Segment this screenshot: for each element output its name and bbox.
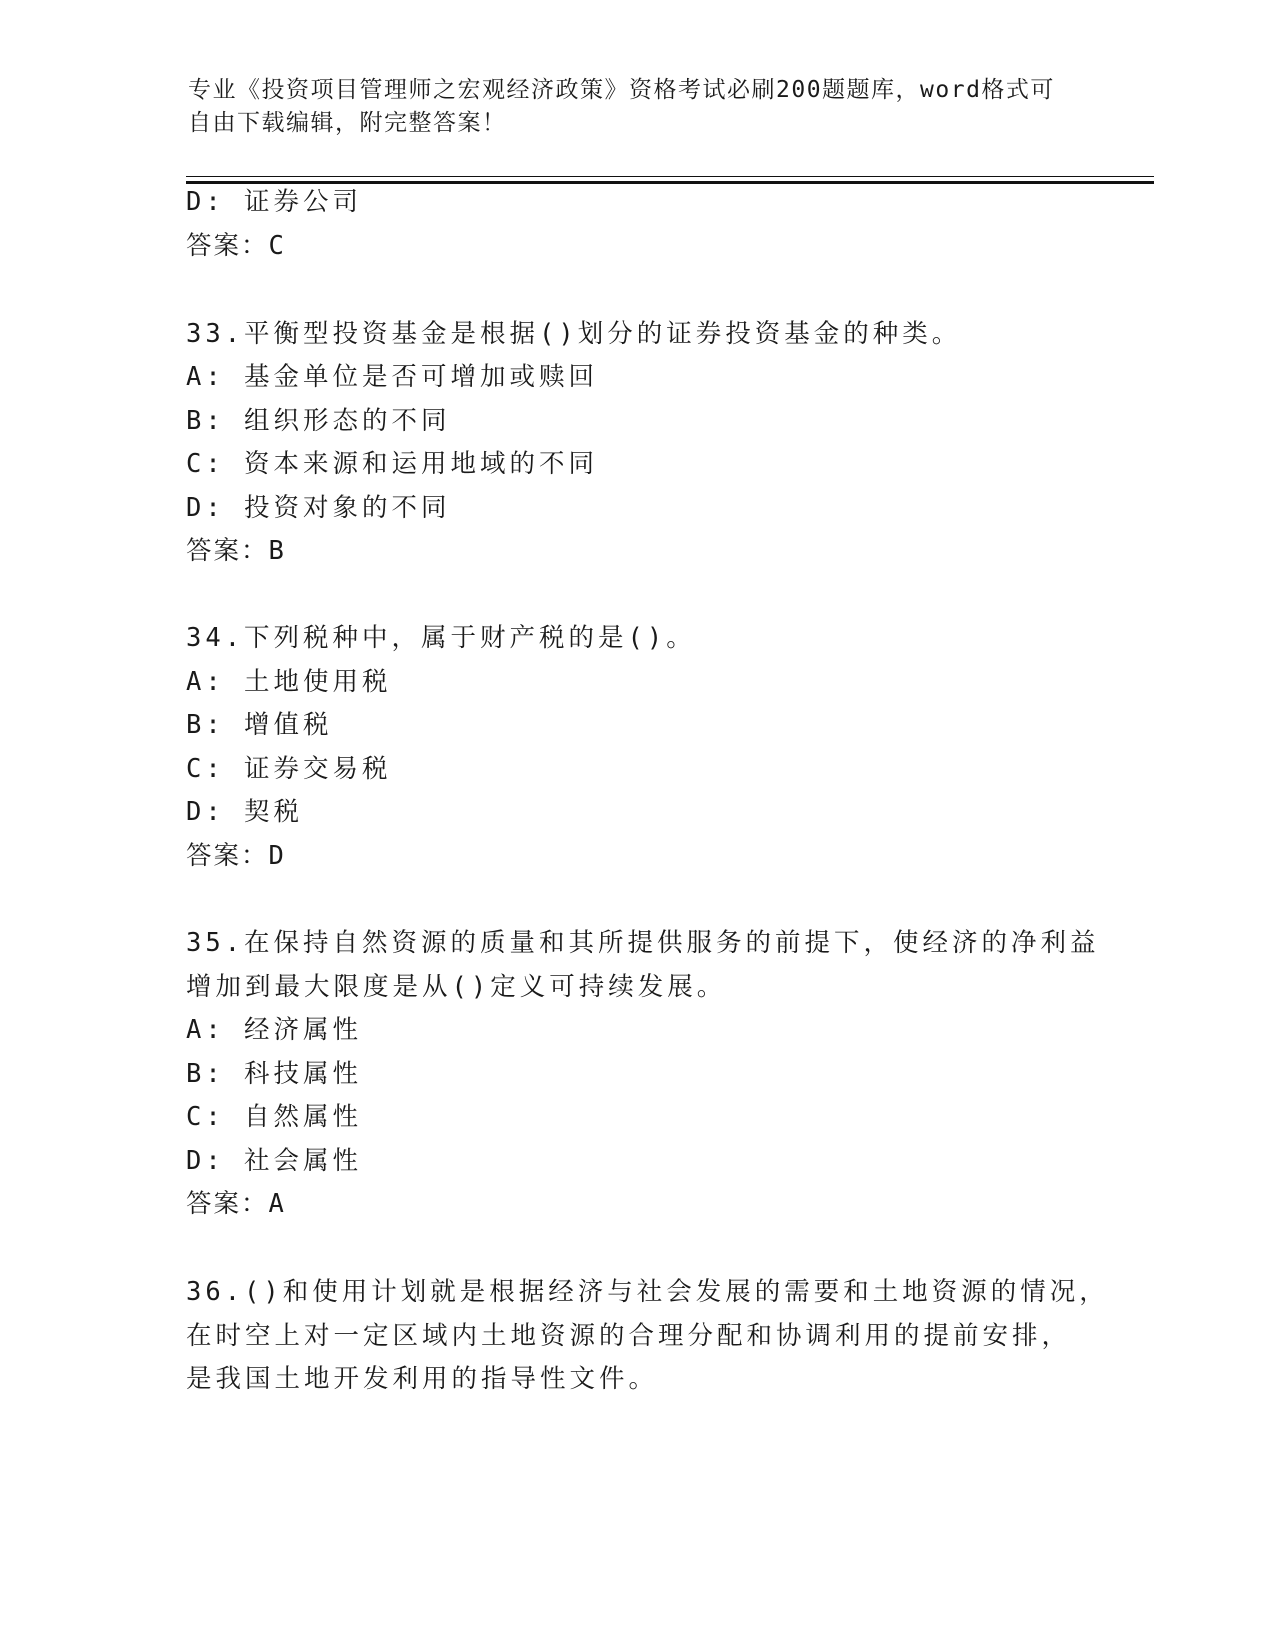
question-36-stem-line-3: 是我国土地开发利用的指导性文件。: [186, 1364, 659, 1394]
question-35-stem-line-2: 增加到最大限度是从()定义可持续发展。: [186, 972, 727, 1002]
question-33-option-c: C: 资本来源和运用地域的不同: [186, 449, 599, 479]
prev-answer: [186, 230, 286, 262]
question-33-answer: [186, 535, 286, 567]
question-35-option-b: B: 科技属性: [186, 1059, 363, 1089]
question-34-option-b: B: 增值税: [186, 710, 333, 740]
question-35-option-c: C: 自然属性: [186, 1102, 363, 1132]
header-line-1: 专业《投资项目管理师之宏观经济政策》资格考试必刷200题题库，word格式可: [188, 77, 1055, 103]
question-33-option-d: D: 投资对象的不同: [186, 493, 451, 523]
question-35-stem-line-1: 35.在保持自然资源的质量和其所提供服务的前提下，使经济的净利益: [186, 928, 1100, 958]
question-34-option-d: D: 契税: [186, 797, 304, 827]
question-33-stem: 33.平衡型投资基金是根据()划分的证券投资基金的种类。: [186, 319, 962, 349]
question-35-answer: [186, 1188, 286, 1220]
header-line-2: 自由下载编辑，附完整答案！: [188, 110, 507, 136]
answer-label: 答案：: [186, 841, 269, 871]
question-33-option-a: A: 基金单位是否可增加或赎回: [186, 362, 599, 392]
answer-value: B: [268, 536, 286, 566]
question-35-option-a: A: 经济属性: [186, 1015, 363, 1045]
question-34-answer: [186, 840, 286, 872]
question-36-stem-line-1: 36.()和使用计划就是根据经济与社会发展的需要和土地资源的情况，: [186, 1277, 1109, 1307]
question-36-stem-line-2: 在时空上对一定区域内土地资源的合理分配和协调利用的提前安排，: [186, 1321, 1072, 1351]
document-header: [188, 74, 1068, 140]
header-rule-thin: [186, 176, 1154, 177]
question-35-option-d: D: 社会属性: [186, 1146, 363, 1176]
answer-label: 答案：: [186, 1189, 269, 1219]
question-34-stem: 34.下列税种中，属于财产税的是()。: [186, 623, 696, 653]
question-34-option-c: C: 证券交易税: [186, 754, 392, 784]
prev-option-d: D: 证券公司: [186, 187, 363, 217]
question-33-option-b: B: 组织形态的不同: [186, 406, 451, 436]
answer-value: A: [268, 1189, 286, 1219]
answer-value: C: [268, 231, 286, 261]
question-34-option-a: A: 土地使用税: [186, 667, 392, 697]
header-rule-thick: [186, 181, 1154, 184]
answer-value: D: [268, 841, 286, 871]
answer-label: 答案：: [186, 536, 269, 566]
answer-label: 答案：: [186, 231, 269, 261]
